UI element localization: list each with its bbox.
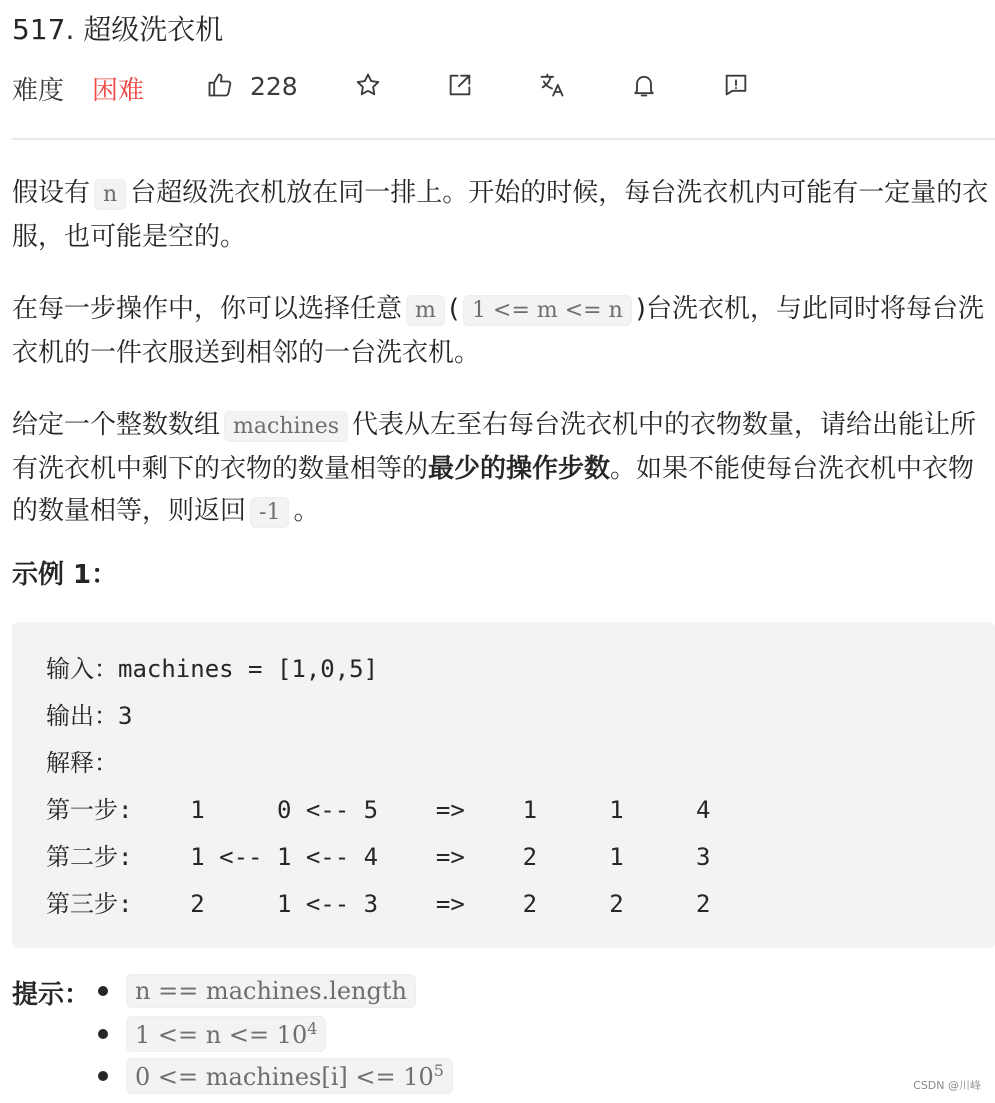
translate-icon[interactable] (536, 68, 568, 102)
description-text: 。如果不能使每台洗衣机中衣物的数量相等，则返回 (12, 454, 975, 526)
bullet-icon (98, 1071, 108, 1081)
hint-exponent: 4 (307, 1019, 318, 1038)
inline-code: machines (224, 411, 348, 442)
description-paragraph-1 (12, 172, 992, 258)
description-text: 台洗衣机，与此同时将每台洗衣机的一件衣服送到相邻的一台洗衣机。 (12, 294, 984, 368)
description-text: 代表从左至右每台洗衣机中的衣物数量，请给出能让所有洗衣机中剩下的衣物的数量相等的 (12, 410, 977, 484)
inline-code: n (94, 179, 126, 210)
example-line: 解释： (46, 749, 118, 777)
share-icon[interactable] (444, 68, 476, 102)
bullet-icon (98, 986, 108, 996)
description-paragraph-3 (12, 404, 992, 534)
example-line: 第一步: 1 0 <-- 5 => 1 1 4 (46, 796, 711, 824)
example-title: 示例 1： (12, 560, 118, 590)
watermark: CSDN @川峰 (913, 1079, 981, 1092)
hint-item (98, 1016, 326, 1052)
inline-code: 1 <= m <= n (463, 295, 632, 326)
paren-close: ) (635, 294, 646, 324)
problem-meta-bar (12, 68, 992, 108)
example-line: 输入：machines = [1,0,5] (46, 655, 379, 683)
hint-code: n == machines.length (126, 974, 416, 1008)
hint-code (126, 1016, 326, 1052)
description-text: 台超级洗衣机放在同一排上。开始的时候，每台洗衣机内可能有一定量的衣服，也可能是空的。 (12, 178, 989, 252)
description-text: 。 (293, 496, 320, 526)
feedback-icon[interactable] (720, 68, 752, 102)
hint-code-base: 0 <= machines[i] <= 10 (135, 1063, 434, 1091)
thumbs-up-icon[interactable] (204, 68, 236, 102)
star-icon[interactable] (352, 68, 384, 102)
example-line: 第二步: 1 <-- 1 <-- 4 => 2 1 3 (46, 843, 711, 871)
header-divider (12, 138, 995, 140)
description-text: 在每一步操作中，你可以选择任意 (12, 294, 403, 324)
hint-item (98, 974, 416, 1008)
hint-code (126, 1058, 453, 1094)
example-line: 第三步: 2 1 <-- 3 => 2 2 2 (46, 890, 711, 918)
bullet-icon (98, 1029, 108, 1039)
problem-title: 517. 超级洗衣机 (12, 13, 224, 46)
paren-open: ( (448, 294, 460, 324)
difficulty-badge: 困难 (92, 76, 145, 106)
description-text: 给定一个整数数组 (12, 410, 221, 440)
difficulty-label: 难度 (12, 76, 65, 106)
hint-item (98, 1058, 453, 1094)
hints-label: 提示： (12, 980, 91, 1010)
hint-code-base: 1 <= n <= 10 (135, 1021, 308, 1049)
example-code-block (12, 622, 995, 948)
inline-code: m (406, 295, 445, 326)
description-text: 假设有 (12, 178, 91, 208)
description-paragraph-2 (12, 288, 992, 374)
bell-icon[interactable] (628, 68, 660, 102)
inline-code: -1 (250, 497, 289, 528)
like-count: 228 (250, 72, 298, 101)
example-line: 输出：3 (46, 702, 133, 730)
hint-exponent: 5 (433, 1061, 444, 1080)
emphasis-text: 最少的操作步数 (428, 454, 611, 484)
